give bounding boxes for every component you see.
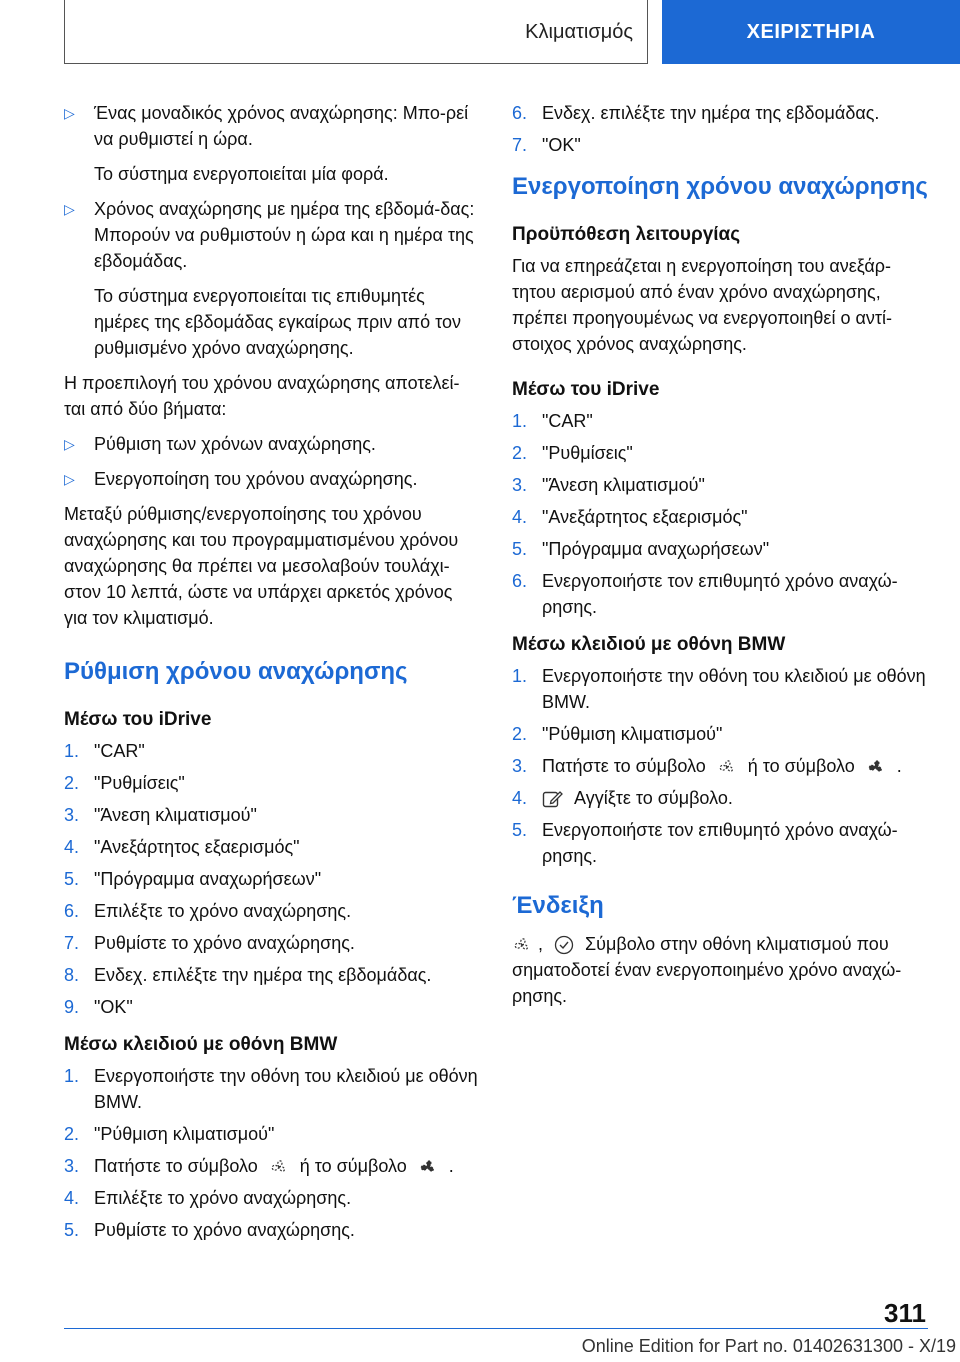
list-item: 1. "CAR" [512, 411, 593, 431]
bullet-subtext: Το σύστημα ενεργοποιείται τις επιθυμητές ημέρες της εβδομάδας εγκαίρως πριν από τον ρυθμισμένο χρόνο αναχώρησης. [94, 286, 461, 358]
left-column [64, 100, 480, 1252]
bullet-text: Ένας μοναδικός χρόνος αναχώρησης: Μπο-ρεί να ρυθμιστεί η ώρα. [94, 103, 469, 149]
fan-outline-icon [717, 757, 737, 777]
subheading-bmw-display-key: Μέσω κλειδιού με οθόνη BMW [512, 634, 786, 655]
triangle-bullet-icon: ▷ [64, 436, 75, 452]
list-item: 5. "Πρόγραμμα αναχωρήσεων" [64, 869, 322, 889]
paragraph-prerequisite: Για να επηρεάζεται η ενεργοποίηση του ανεξάρ-τητου αερισμού από έναν χρόνο αναχώρησης, πρέπει προηγουμένως να ενεργοποιηθεί ο αντί-στοιχος χρόνος αναχώρησης. [512, 256, 892, 354]
fan-outline-icon [512, 935, 532, 955]
indicator-text: Σύμβολο στην οθόνη κλιματισμού που σηματοδοτεί έναν ενεργοποιημένο χρόνο αναχώ-ρησης. [512, 934, 902, 1006]
footer-divider [64, 1328, 928, 1329]
triangle-bullet-icon: ▷ [64, 471, 75, 487]
idrive-steps-list [64, 738, 480, 1020]
list-item: 4. "Ανεξάρτητος εξαερισμός" [64, 837, 300, 857]
bullet-weekday-departure [64, 196, 480, 274]
list-item: 3. Πατήστε το σύμβολο ή το σύμβολο . [64, 1156, 454, 1176]
list-item: 5. "Πρόγραμμα αναχωρήσεων" [512, 539, 770, 559]
list-item: 1. "CAR" [64, 741, 145, 761]
section-heading-set-departure: Ρύθμιση χρόνου αναχώρησης [64, 658, 408, 685]
header-chapter-tab[interactable] [662, 0, 960, 64]
list-item: 7. "OK" [512, 135, 581, 155]
header-section-title: Κλιματισμός [525, 20, 633, 43]
list-item: 1. Ενεργοποιήστε την οθόνη του κλειδιού με οθόνη BMW. [512, 666, 926, 712]
continued-steps-list [512, 100, 928, 158]
section-heading-activate-departure: Ενεργοποίηση χρόνου αναχώρησης [512, 173, 928, 200]
subheading-bmw-display-key: Μέσω κλειδιού με οθόνη BMW [64, 1034, 338, 1055]
list-item: 2. "Ρύθμιση κλιματισμού" [64, 1124, 275, 1144]
key-steps-list [64, 1063, 480, 1243]
list-item: 5. Ενεργοποιήστε τον επιθυμητό χρόνο αναχώ-ρησης. [512, 820, 898, 866]
list-item: 9. "OK" [64, 997, 133, 1017]
header-section-title-box [64, 0, 648, 64]
list-item: 2. "Ρύθμιση κλιματισμού" [512, 724, 723, 744]
bullet-text: Ενεργοποίηση του χρόνου αναχώρησης. [94, 469, 418, 489]
page-number: 311 [884, 1298, 926, 1328]
list-item: 8. Ενδεχ. επιλέξτε την ημέρα της εβδομάδας. [64, 965, 432, 985]
subheading-idrive: Μέσω του iDrive [64, 709, 212, 730]
list-item: 3. "Άνεση κλιματισμού" [64, 805, 257, 825]
paragraph-two-steps: Η προεπιλογή του χρόνου αναχώρησης αποτελεί-ται από δύο βήματα: [64, 373, 460, 419]
right-column [512, 100, 928, 1018]
key-steps-list [512, 663, 928, 869]
list-item: 4. Αγγίξτε το σύμβολο. [512, 788, 733, 808]
list-item: 3. "Άνεση κλιματισμού" [512, 475, 705, 495]
bullet-activate-time [64, 466, 480, 492]
fan-filled-icon [866, 757, 886, 777]
list-item: 7. Ρυθμίστε το χρόνο αναχώρησης. [64, 933, 355, 953]
triangle-bullet-icon: ▷ [64, 201, 75, 217]
footer-edition: Online Edition for Part no. 01402631300 - X/19 [581, 1336, 956, 1356]
triangle-bullet-icon: ▷ [64, 105, 75, 121]
paragraph-indicator [512, 931, 928, 1009]
list-item: 5. Ρυθμίστε το χρόνο αναχώρησης. [64, 1220, 355, 1240]
bullet-text: Ρύθμιση των χρόνων αναχώρησης. [94, 434, 376, 454]
bullet-set-times [64, 431, 480, 457]
list-item: 4. Επιλέξτε το χρόνο αναχώρησης. [64, 1188, 352, 1208]
list-item: 2. "Ρυθμίσεις" [64, 773, 185, 793]
check-circle-icon [554, 935, 574, 955]
list-item: 4. "Ανεξάρτητος εξαερισμός" [512, 507, 748, 527]
paragraph-ten-minutes: Μεταξύ ρύθμισης/ενεργοποίησης του χρόνου αναχώρησης και του προγραμματισμένου χρόνου αναχώρησης θα πρέπει να μεσολαβούν τουλάχι-στον 10 λεπτά, ώστε να υπάρχει αρκετός χρόνος για τον κλιματισμό. [64, 504, 459, 628]
bullet-single-departure [64, 100, 480, 152]
fan-filled-icon [418, 1157, 438, 1177]
list-item: 6. Επιλέξτε το χρόνο αναχώρησης. [64, 901, 352, 921]
indicator-separator: , [538, 934, 544, 954]
list-item: 3. Πατήστε το σύμβολο ή το σύμβολο . [512, 756, 902, 776]
subheading-prerequisite: Προϋπόθεση λειτουργίας [512, 224, 741, 245]
fan-outline-icon [269, 1157, 289, 1177]
section-heading-indicator: Ένδειξη [512, 892, 604, 919]
list-item: 6. Ενδεχ. επιλέξτε την ημέρα της εβδομάδας. [512, 103, 880, 123]
bullet-text: Χρόνος αναχώρησης με ημέρα της εβδομά-δας: Μπορούν να ρυθμιστούν η ώρα και η ημέρα της εβδομάδας. [94, 199, 475, 271]
edit-box-icon [542, 789, 564, 809]
list-item: 6. Ενεργοποιήστε τον επιθυμητό χρόνο αναχώ-ρησης. [512, 571, 898, 617]
subheading-idrive: Μέσω του iDrive [512, 379, 660, 400]
idrive-steps-list [512, 408, 928, 620]
list-item: 2. "Ρυθμίσεις" [512, 443, 633, 463]
list-item: 1. Ενεργοποιήστε την οθόνη του κλειδιού με οθόνη BMW. [64, 1066, 478, 1112]
header-chapter-label: ΧΕΙΡΙΣΤΗΡΙΑ [746, 21, 876, 43]
bullet-subtext: Το σύστημα ενεργοποιείται μία φορά. [94, 164, 389, 184]
